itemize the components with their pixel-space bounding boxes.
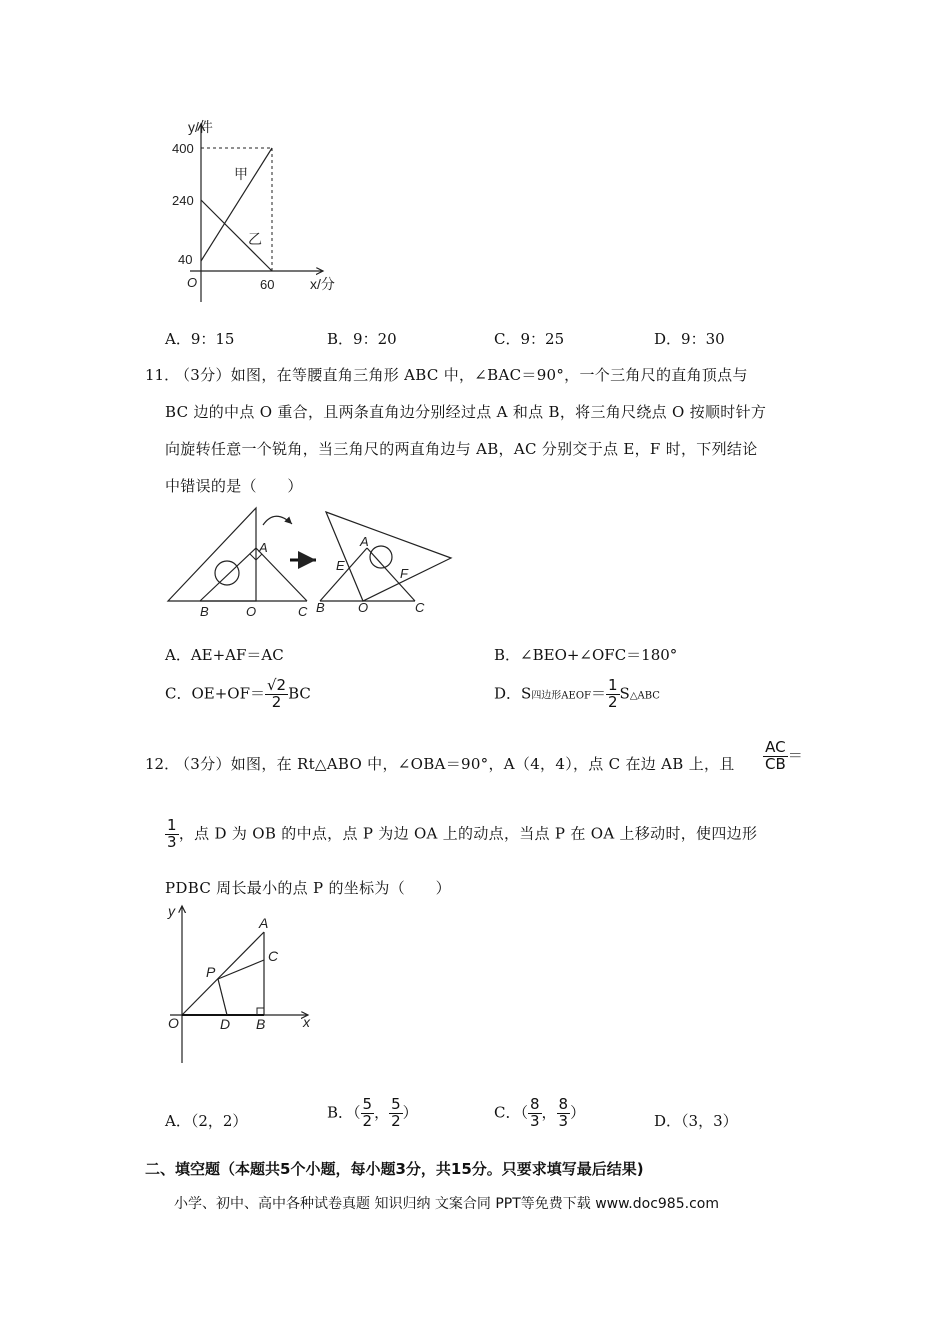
q12-ratio: $\frac{AC}{CB}$ ＝ xyxy=(765,738,803,773)
q11-option-c: C．OE+OF＝ $\frac{√2}{2}$ BC xyxy=(165,676,311,711)
q11-figure xyxy=(160,500,460,620)
q11-option-b: B．∠BEO+∠OFC＝180° xyxy=(494,646,678,664)
svg-text:A: A xyxy=(360,534,369,549)
svg-text:B: B xyxy=(256,1016,266,1032)
svg-text:x: x xyxy=(303,1014,310,1030)
svg-text:P: P xyxy=(206,964,216,980)
graph-tick-240: 240 xyxy=(172,193,194,208)
section-2-heading: 二、填空题（本题共5个小题，每小题3分，共15分。只要求填写最后结果) xyxy=(145,1160,644,1178)
svg-text:y: y xyxy=(168,903,175,919)
q12-line-2: $\frac{1}{3}$ ，点 D 为 OB 的中点，点 P 为边 OA 上的动点，当点 P 在 OA 上移动时，使四边形 xyxy=(167,816,758,851)
svg-text:C: C xyxy=(415,600,425,615)
q11-line-2: BC 边的中点 O 重合，且两条直角边分别经过点 A 和点 B，将三角尺绕点 O 按顺时针方 xyxy=(165,403,767,421)
graph-series-jia: 甲 xyxy=(234,166,248,182)
q10-option-c: C．9：25 xyxy=(494,330,565,348)
q12-option-d: D．（3，3） xyxy=(654,1112,738,1130)
graph-origin: O xyxy=(187,275,198,290)
svg-text:F: F xyxy=(400,566,408,581)
q11-line-1: （3分）如图，在等腰直角三角形 ABC 中，∠BAC＝90°，一个三角尺的直角顶点与 xyxy=(175,366,748,384)
graph-tick-60: 60 xyxy=(260,277,275,292)
footer-text: 小学、初中、高中各种试卷真题 知识归纳 文案合同 PPT等免费下载 www.doc985.com xyxy=(174,1196,719,1212)
svg-text:A: A xyxy=(259,540,268,555)
svg-text:A: A xyxy=(259,915,269,931)
svg-text:C: C xyxy=(298,604,308,619)
q10-option-d: D．9：30 xyxy=(654,330,725,348)
q12-number: 12． xyxy=(145,755,180,773)
svg-text:E: E xyxy=(336,558,345,573)
q10-option-b: B．9：20 xyxy=(327,330,397,348)
q11-line-3: 向旋转任意一个锐角，当三角尺的两直角边与 AB，AC 分别交于点 E，F 时，下列结论 xyxy=(165,440,758,458)
graph-series-yi: 乙 xyxy=(248,231,262,247)
svg-text:O: O xyxy=(358,600,369,615)
q12-option-c: C．（ $\frac{8}{3}$ ， $\frac{8}{3}$ ） xyxy=(494,1095,586,1130)
svg-text:C: C xyxy=(268,948,279,964)
q10-graph xyxy=(160,112,360,302)
q11-option-a: A．AE+AF＝AC xyxy=(165,646,284,664)
q12-option-b: B．（ $\frac{5}{2}$ ， $\frac{5}{2}$ ） xyxy=(327,1095,418,1130)
svg-text:D: D xyxy=(220,1016,231,1032)
q10-option-a: A．9：15 xyxy=(165,330,235,348)
svg-text:O: O xyxy=(246,604,257,619)
graph-x-label: x/分 xyxy=(310,276,335,292)
svg-text:B: B xyxy=(200,604,209,619)
graph-y-label: y/件 xyxy=(188,119,213,135)
q12-line-1: （3分）如图，在 Rt△ABO 中，∠OBA＝90°，A（4，4），点 C 在边 AB 上，且 xyxy=(175,755,735,773)
q12-figure xyxy=(160,898,330,1068)
svg-text:B: B xyxy=(316,600,325,615)
q12-line-3: PDBC 周长最小的点 P 的坐标为（ ） xyxy=(165,879,451,897)
svg-text:O: O xyxy=(168,1015,179,1031)
q11-option-d: D．S四边形AEOF＝ $\frac{1}{2}$ S△ABC xyxy=(494,676,660,711)
q11-line-4: 中错误的是（ ） xyxy=(165,477,303,495)
q12-option-a: A．（2，2） xyxy=(165,1112,248,1130)
graph-tick-40: 40 xyxy=(178,252,193,267)
q11-number: 11． xyxy=(145,366,180,384)
graph-tick-400: 400 xyxy=(172,141,194,156)
